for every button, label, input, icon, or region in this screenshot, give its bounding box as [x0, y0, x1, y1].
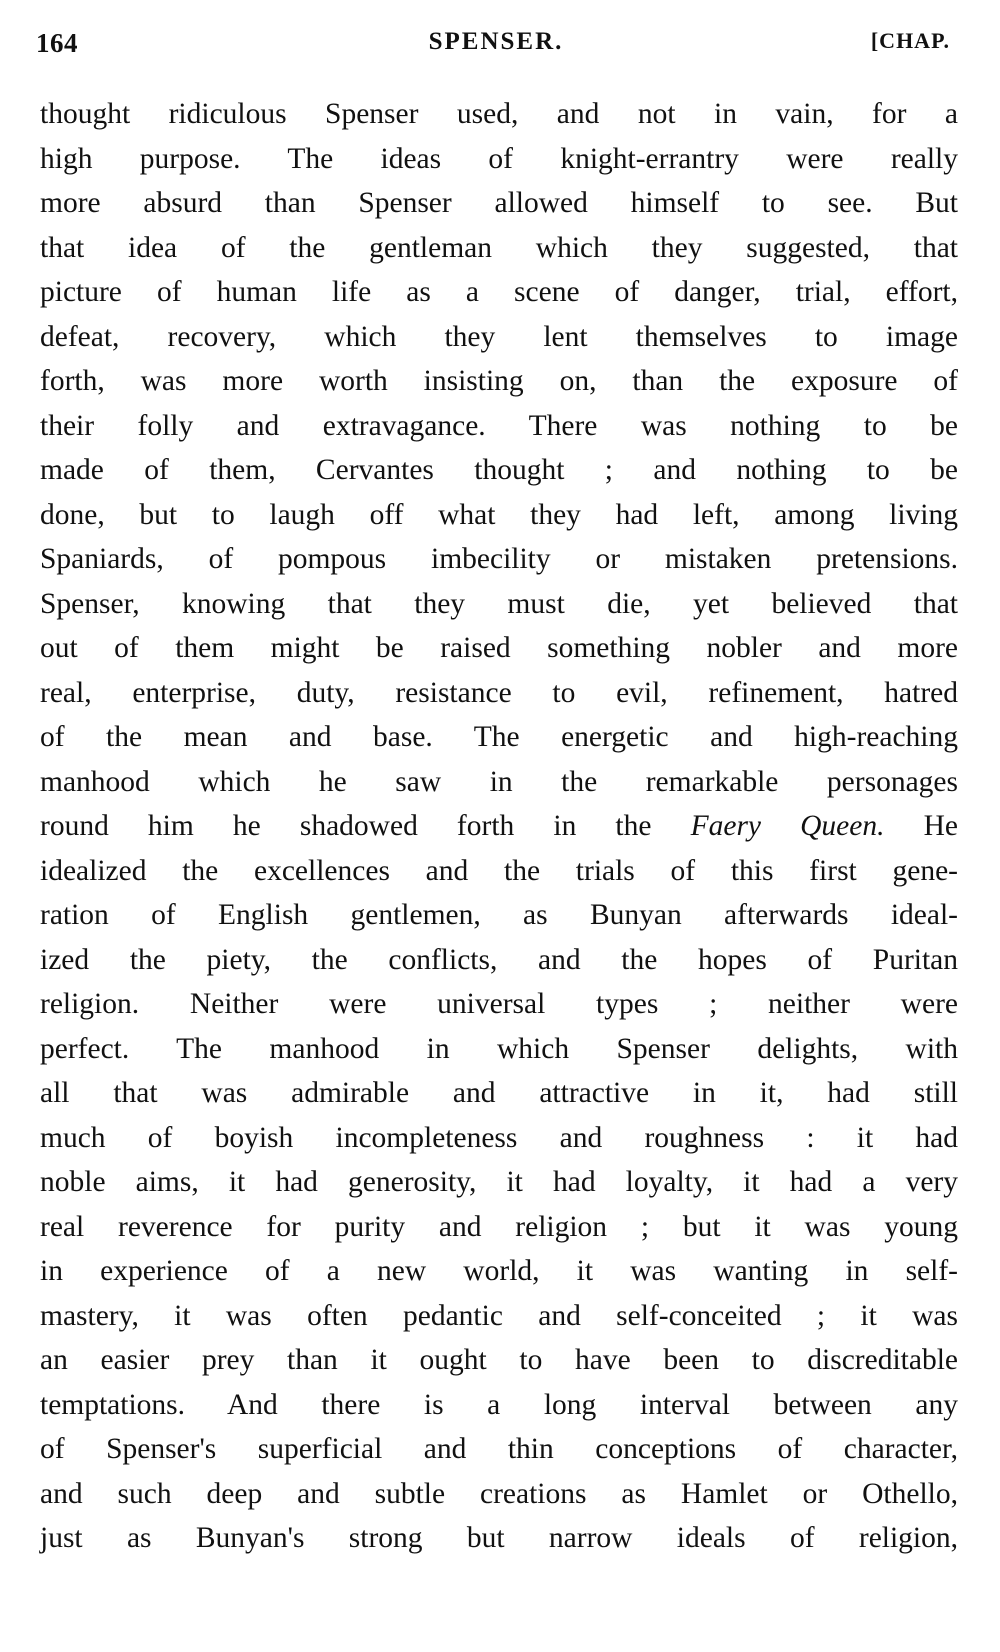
text-line: forth, was more worth insisting on, than the exposure of	[40, 365, 958, 397]
text-line: defeat, recovery, which they lent themselves to image	[40, 320, 958, 353]
text-line: real reverence for purity and religion ; but it was young	[40, 1210, 958, 1243]
text-line: done, but to laugh off what they had left, among living	[40, 498, 958, 531]
text-line: high purpose. The ideas of knight-errantry were really	[40, 142, 958, 175]
text-line: picture of human life as a scene of danger, trial, effort,	[40, 276, 958, 308]
text-line: Spaniards, of pompous imbecility or mistaken pretensions.	[40, 543, 958, 575]
text-line: of Spenser's superficial and thin conceptions of character,	[40, 1433, 958, 1465]
text-line: religion. Neither were universal types ; neither were	[40, 988, 958, 1020]
text-line: mastery, it was often pedantic and self-conceited ; it was	[40, 1299, 958, 1332]
page-number: 164	[36, 28, 78, 58]
text-line: all that was admirable and attractive in it, had still	[40, 1077, 958, 1109]
text-line: in experience of a new world, it was wanting in self-	[40, 1255, 958, 1287]
chapter-mark: [CHAP.	[870, 28, 950, 53]
text-line: idealized the excellences and the trials of this first gene-	[40, 854, 958, 887]
text-line: more absurd than Spenser allowed himself to see. But	[40, 187, 958, 219]
text-line: and such deep and subtle creations as Hamlet or Othello,	[40, 1477, 958, 1510]
text-line: temptations. And there is a long interval between any	[40, 1388, 958, 1421]
text-line: just as Bunyan's strong but narrow ideals of religion,	[40, 1522, 958, 1554]
text-line: perfect. The manhood in which Spenser delights, with	[40, 1032, 958, 1065]
body-text	[40, 92, 958, 1561]
text-line-with-title	[40, 804, 958, 849]
text-line: much of boyish incompleteness and roughness : it had	[40, 1121, 958, 1154]
running-title: SPENSER.	[428, 28, 564, 55]
text-line: that idea of the gentleman which they suggested, that	[40, 231, 958, 264]
text-line: out of them might be raised something nobler and more	[40, 632, 958, 664]
text-line: Spenser, knowing that they must die, yet believed that	[40, 587, 958, 620]
text-line: made of them, Cervantes thought ; and nothing to be	[40, 454, 958, 486]
italic-title: Faery Queen.	[690, 810, 885, 842]
running-head	[36, 22, 956, 66]
text-line: of the mean and base. The energetic and high-reaching	[40, 721, 958, 753]
text-line: manhood which he saw in the remarkable personages	[40, 765, 958, 798]
text-line: their folly and extravagance. There was nothing to be	[40, 409, 958, 442]
text-line-segment: He	[923, 810, 958, 842]
text-line: an easier prey than it ought to have been to discreditable	[40, 1344, 958, 1376]
text-line: ration of English gentlemen, as Bunyan afterwards ideal-	[40, 899, 958, 931]
text-line: noble aims, it had generosity, it had loyalty, it had a very	[40, 1166, 958, 1198]
text-line: real, enterprise, duty, resistance to evil, refinement, hatred	[40, 676, 958, 709]
text-line-segment: round him he shadowed forth in the	[40, 810, 652, 842]
text-line: thought ridiculous Spenser used, and not in vain, for a	[40, 98, 958, 130]
text-line: ized the piety, the conflicts, and the hopes of Puritan	[40, 943, 958, 976]
